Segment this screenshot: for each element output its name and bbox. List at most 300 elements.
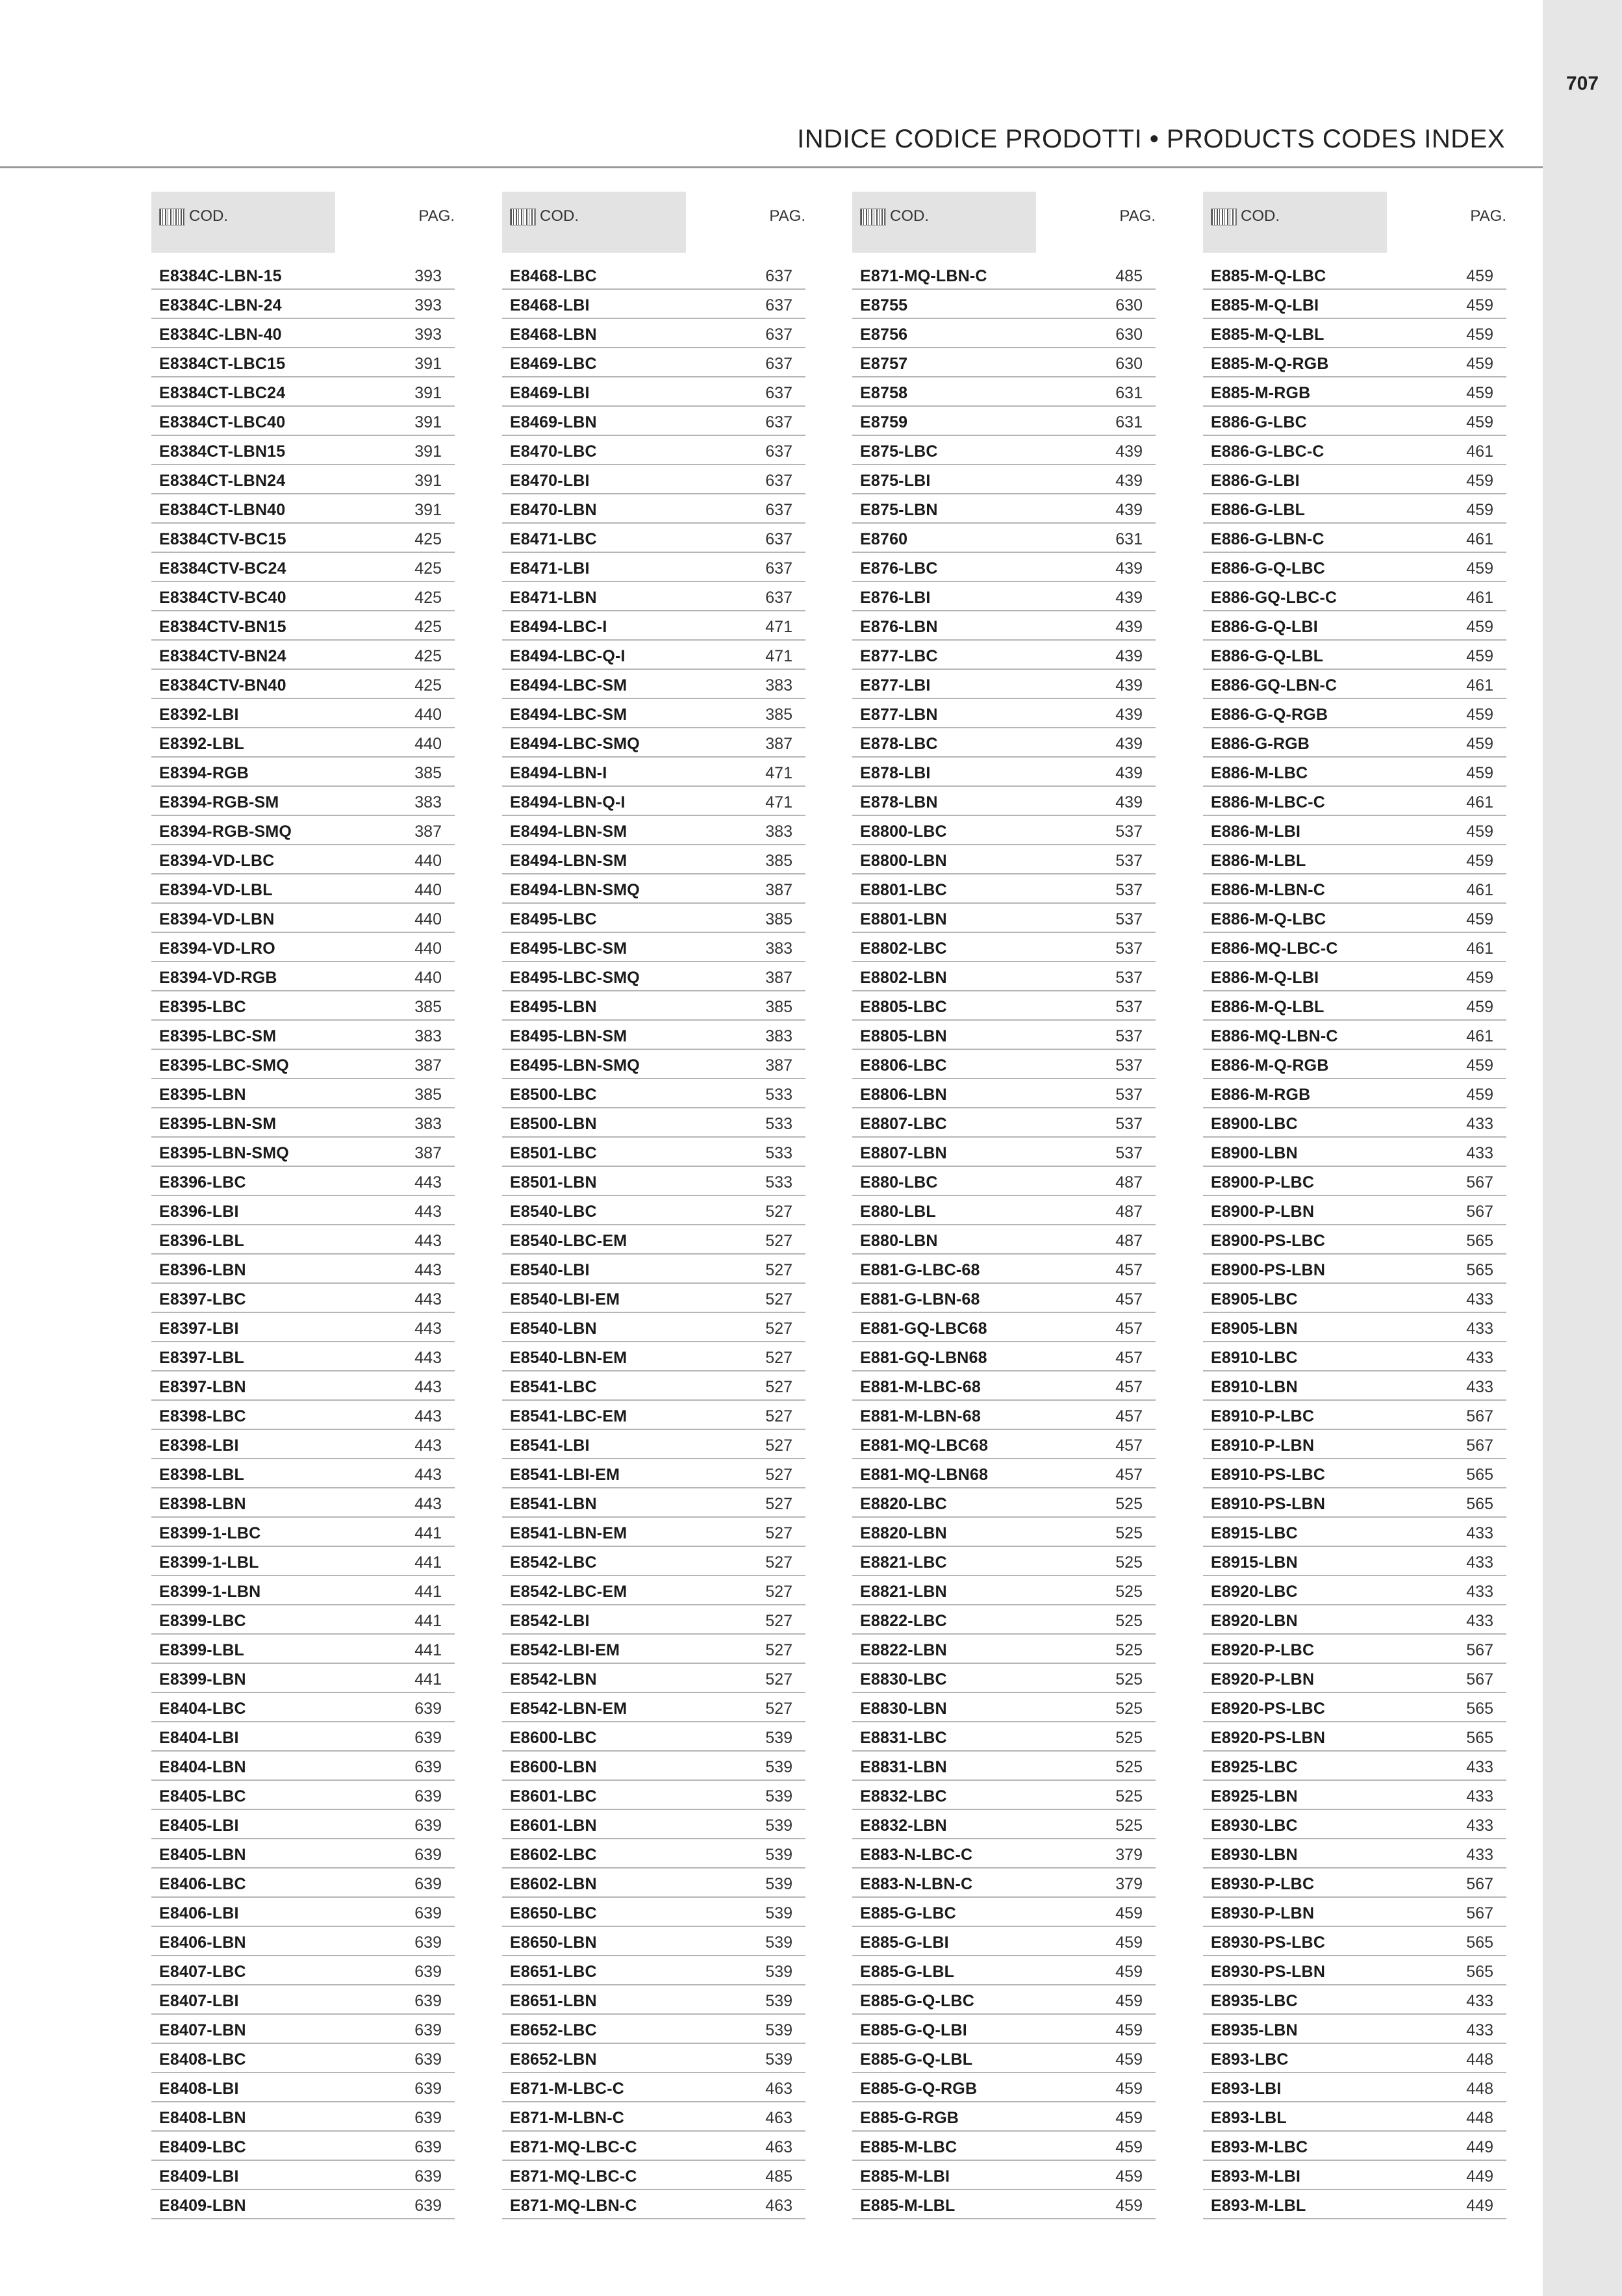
index-row xyxy=(1203,1021,1506,1050)
index-row xyxy=(151,377,455,407)
index-row xyxy=(1203,348,1506,377)
product-code: E893-LBL xyxy=(1211,2109,1287,2127)
index-row xyxy=(151,2044,455,2073)
product-code: E8650-LBN xyxy=(510,1933,597,1952)
product-code: E8542-LBI-EM xyxy=(510,1641,620,1659)
page-ref: 527 xyxy=(765,1553,792,1572)
product-code: E8495-LBC xyxy=(510,910,597,928)
index-row xyxy=(502,1255,805,1284)
page-ref: 537 xyxy=(1115,1115,1143,1133)
index-row xyxy=(852,1605,1156,1635)
product-code: E893-M-LBC xyxy=(1211,2138,1308,2156)
product-code: E8471-LBI xyxy=(510,559,590,578)
product-code: E8925-LBN xyxy=(1211,1787,1298,1805)
index-row xyxy=(1203,1371,1506,1401)
page-ref: 459 xyxy=(1466,764,1493,782)
index-row xyxy=(502,816,805,845)
index-row xyxy=(151,845,455,874)
page-ref: 637 xyxy=(765,325,792,344)
product-code: E871-M-LBC-C xyxy=(510,2080,625,2098)
product-code: E8394-VD-RGB xyxy=(159,969,277,987)
product-code: E886-G-LBC xyxy=(1211,413,1307,431)
page-ref: 443 xyxy=(414,1466,442,1484)
index-row xyxy=(151,1985,455,2015)
product-code: E8406-LBN xyxy=(159,1933,246,1952)
page-ref: 525 xyxy=(1115,1700,1143,1718)
page-ref: 459 xyxy=(1466,647,1493,665)
index-row xyxy=(1203,1956,1506,1985)
page-ref: 459 xyxy=(1466,267,1493,285)
index-row xyxy=(852,1255,1156,1284)
page-ref: 448 xyxy=(1466,2109,1493,2127)
code-header-label: COD. xyxy=(540,207,579,225)
barcode-icon xyxy=(1211,209,1237,225)
product-code: E8755 xyxy=(860,296,908,314)
index-row xyxy=(852,553,1156,582)
product-code: E8384CTV-BN24 xyxy=(159,647,286,665)
index-row xyxy=(502,1459,805,1488)
index-row xyxy=(502,1342,805,1371)
page-ref: 439 xyxy=(1115,589,1143,607)
page-ref: 383 xyxy=(765,939,792,958)
product-code: E8384CT-LBN24 xyxy=(159,472,286,490)
page-ref: 527 xyxy=(765,1670,792,1689)
index-row xyxy=(1203,1898,1506,1927)
page-ref: 525 xyxy=(1115,1524,1143,1542)
product-code: E876-LBC xyxy=(860,559,938,578)
page-ref: 441 xyxy=(414,1553,442,1572)
page-ref: 391 xyxy=(414,413,442,431)
page-ref: 539 xyxy=(765,1758,792,1776)
index-row xyxy=(852,904,1156,933)
page-ref: 387 xyxy=(414,823,442,841)
page-ref: 459 xyxy=(1466,559,1493,578)
product-code: E8910-P-LBC xyxy=(1211,1407,1315,1425)
code-header-label: COD. xyxy=(189,207,228,225)
product-code: E885-M-Q-LBL xyxy=(1211,325,1324,344)
product-code: E881-M-LBC-68 xyxy=(860,1378,981,1396)
product-code: E8900-P-LBC xyxy=(1211,1173,1315,1192)
product-code: E886-G-Q-LBC xyxy=(1211,559,1326,578)
page-ref: 525 xyxy=(1115,1787,1143,1805)
index-row xyxy=(852,2015,1156,2044)
product-code: E886-G-Q-RGB xyxy=(1211,706,1328,724)
index-row xyxy=(502,962,805,991)
page-ref: 457 xyxy=(1115,1320,1143,1338)
index-row xyxy=(1203,1839,1506,1869)
page-ref: 527 xyxy=(765,1290,792,1308)
index-row xyxy=(852,1810,1156,1839)
product-code: E8394-VD-LBN xyxy=(159,910,275,928)
index-row xyxy=(852,962,1156,991)
product-code: E8495-LBN-SM xyxy=(510,1027,627,1045)
product-code: E8396-LBI xyxy=(159,1203,239,1221)
page-ref: 433 xyxy=(1466,1320,1493,1338)
product-code: E8396-LBN xyxy=(159,1261,246,1279)
product-code: E8920-LBC xyxy=(1211,1583,1298,1601)
page-ref: 527 xyxy=(765,1524,792,1542)
product-code: E871-MQ-LBC-C xyxy=(510,2167,637,2186)
product-code: E8759 xyxy=(860,413,908,431)
page-ref: 383 xyxy=(414,1027,442,1045)
page-ref: 533 xyxy=(765,1173,792,1192)
page-ref: 525 xyxy=(1115,1495,1143,1513)
page-ref: 385 xyxy=(765,910,792,928)
index-row xyxy=(502,1401,805,1430)
product-code: E881-MQ-LBC68 xyxy=(860,1436,989,1455)
page-ref: 527 xyxy=(765,1612,792,1630)
index-row xyxy=(502,290,805,319)
product-code: E885-M-LBC xyxy=(860,2138,957,2156)
product-code: E8800-LBC xyxy=(860,823,947,841)
index-row xyxy=(1203,874,1506,904)
index-row xyxy=(502,991,805,1021)
index-row xyxy=(151,1898,455,1927)
page-ref: 383 xyxy=(765,823,792,841)
page-ref: 565 xyxy=(1466,1933,1493,1952)
product-code: E886-MQ-LBN-C xyxy=(1211,1027,1338,1045)
product-code: E8494-LBN-SM xyxy=(510,852,627,870)
product-code: E8930-P-LBN xyxy=(1211,1904,1315,1922)
product-code: E8392-LBL xyxy=(159,735,245,753)
product-code: E885-G-Q-LBC xyxy=(860,1992,975,2010)
index-row xyxy=(852,1839,1156,1869)
product-code: E8405-LBC xyxy=(159,1787,246,1805)
product-code: E8470-LBI xyxy=(510,472,590,490)
page-ref: 439 xyxy=(1115,706,1143,724)
page-ref: 433 xyxy=(1466,1846,1493,1864)
page-ref: 459 xyxy=(1466,296,1493,314)
index-row xyxy=(852,758,1156,787)
index-row xyxy=(502,1869,805,1898)
page-ref: 639 xyxy=(414,2021,442,2039)
page-ref: 433 xyxy=(1466,1553,1493,1572)
page-ref: 443 xyxy=(414,1232,442,1250)
page-ref: 459 xyxy=(1115,1992,1143,2010)
page-ref: 457 xyxy=(1115,1261,1143,1279)
page-ref: 457 xyxy=(1115,1466,1143,1484)
product-code: E8396-LBL xyxy=(159,1232,245,1250)
product-code: E885-G-Q-LBL xyxy=(860,2050,973,2069)
index-row xyxy=(1203,1664,1506,1693)
page-ref: 425 xyxy=(414,676,442,695)
index-row xyxy=(852,1869,1156,1898)
index-row xyxy=(1203,670,1506,699)
product-code: E8409-LBI xyxy=(159,2167,239,2186)
index-row xyxy=(1203,1869,1506,1898)
product-code: E8757 xyxy=(860,355,908,373)
index-row xyxy=(151,1313,455,1342)
index-row xyxy=(151,319,455,348)
page-ref: 459 xyxy=(1466,1056,1493,1075)
column-header xyxy=(151,192,455,253)
product-code: E8407-LBN xyxy=(159,2021,246,2039)
product-code: E8384CTV-BN15 xyxy=(159,618,286,636)
product-code: E8915-LBC xyxy=(1211,1524,1298,1542)
index-rows xyxy=(151,261,455,2219)
index-row xyxy=(502,553,805,582)
page-ref: 533 xyxy=(765,1086,792,1104)
product-code: E8652-LBN xyxy=(510,2050,597,2069)
index-row xyxy=(151,2015,455,2044)
code-header xyxy=(1211,207,1280,225)
index-row xyxy=(151,1752,455,1781)
index-row xyxy=(852,728,1156,758)
index-row xyxy=(852,1430,1156,1459)
product-code: E880-LBC xyxy=(860,1173,938,1192)
page-ref: 637 xyxy=(765,442,792,461)
product-code: E8540-LBI xyxy=(510,1261,590,1279)
product-code: E8395-LBC-SM xyxy=(159,1027,277,1045)
index-row xyxy=(502,1781,805,1810)
index-row xyxy=(151,1284,455,1313)
index-row xyxy=(502,1518,805,1547)
page-ref: 443 xyxy=(414,1290,442,1308)
product-code: E8384CTV-BC15 xyxy=(159,530,286,548)
product-code: E885-M-RGB xyxy=(1211,384,1311,402)
product-code: E886-G-Q-LBI xyxy=(1211,618,1318,636)
page-ref: 525 xyxy=(1115,1553,1143,1572)
page-ref: 459 xyxy=(1115,2138,1143,2156)
page-ref: 449 xyxy=(1466,2138,1493,2156)
page-ref: 525 xyxy=(1115,1817,1143,1835)
product-code: E8394-RGB xyxy=(159,764,249,782)
product-code: E881-G-LBN-68 xyxy=(860,1290,980,1308)
index-row xyxy=(1203,1752,1506,1781)
page-ref: 440 xyxy=(414,735,442,753)
product-code: E8910-LBN xyxy=(1211,1378,1298,1396)
index-row xyxy=(1203,1781,1506,1810)
index-row xyxy=(1203,1518,1506,1547)
index-row xyxy=(502,1752,805,1781)
product-code: E8409-LBC xyxy=(159,2138,246,2156)
product-code: E877-LBI xyxy=(860,676,931,695)
page-ref: 471 xyxy=(765,618,792,636)
page-header-label: PAG. xyxy=(418,207,455,225)
page-ref: 440 xyxy=(414,852,442,870)
index-row xyxy=(151,1401,455,1430)
page-ref: 639 xyxy=(414,1933,442,1952)
index-row xyxy=(151,1342,455,1371)
page-ref: 433 xyxy=(1466,1817,1493,1835)
page-ref: 439 xyxy=(1115,501,1143,519)
page-ref: 637 xyxy=(765,296,792,314)
product-code: E886-M-LBL xyxy=(1211,852,1306,870)
barcode-icon xyxy=(510,209,536,225)
page-ref: 461 xyxy=(1466,1027,1493,1045)
product-code: E8406-LBC xyxy=(159,1875,246,1893)
page-ref: 565 xyxy=(1466,1729,1493,1747)
page-ref: 537 xyxy=(1115,852,1143,870)
product-code: E883-N-LBC-C xyxy=(860,1846,973,1864)
product-code: E8407-LBI xyxy=(159,1992,239,2010)
product-code: E8900-LBC xyxy=(1211,1115,1298,1133)
page-ref: 441 xyxy=(414,1524,442,1542)
index-row xyxy=(852,1342,1156,1371)
page-ref: 449 xyxy=(1466,2197,1493,2215)
index-row xyxy=(502,436,805,465)
product-code: E885-G-LBL xyxy=(860,1963,955,1981)
index-row xyxy=(1203,1225,1506,1255)
page-ref: 443 xyxy=(414,1320,442,1338)
page-ref: 457 xyxy=(1115,1349,1143,1367)
page-ref: 391 xyxy=(414,501,442,519)
page-ref: 443 xyxy=(414,1349,442,1367)
index-row xyxy=(151,991,455,1021)
page-ref: 433 xyxy=(1466,1115,1493,1133)
index-row xyxy=(1203,991,1506,1021)
page-ref: 539 xyxy=(765,2021,792,2039)
index-row xyxy=(852,991,1156,1021)
index-row xyxy=(151,1430,455,1459)
index-row xyxy=(502,494,805,524)
index-row xyxy=(852,1518,1156,1547)
product-code: E8930-LBN xyxy=(1211,1846,1298,1864)
product-code: E878-LBI xyxy=(860,764,931,782)
index-row xyxy=(151,641,455,670)
index-row xyxy=(151,1956,455,1985)
page-ref: 433 xyxy=(1466,1787,1493,1805)
product-code: E8404-LBN xyxy=(159,1758,246,1776)
index-row xyxy=(852,1956,1156,1985)
page-ref: 433 xyxy=(1466,2021,1493,2039)
product-code: E8935-LBC xyxy=(1211,1992,1298,2010)
page-ref: 443 xyxy=(414,1436,442,1455)
index-row xyxy=(502,1079,805,1108)
page-ref: 433 xyxy=(1466,1992,1493,2010)
product-code: E886-M-LBC-C xyxy=(1211,793,1326,811)
index-row xyxy=(852,641,1156,670)
index-row xyxy=(852,1167,1156,1196)
page-title: INDICE CODICE PRODOTTI • PRODUCTS CODES INDEX xyxy=(797,125,1505,153)
page-ref: 443 xyxy=(414,1261,442,1279)
page-ref: 471 xyxy=(765,764,792,782)
page-ref: 537 xyxy=(1115,1056,1143,1075)
product-code: E8541-LBI-EM xyxy=(510,1466,620,1484)
page-ref: 387 xyxy=(414,1056,442,1075)
page-ref: 637 xyxy=(765,355,792,373)
product-code: E8900-PS-LBN xyxy=(1211,1261,1326,1279)
product-code: E871-MQ-LBN-C xyxy=(510,2197,637,2215)
page-ref: 537 xyxy=(1115,823,1143,841)
product-code: E878-LBC xyxy=(860,735,938,753)
page-ref: 425 xyxy=(414,647,442,665)
page-ref: 639 xyxy=(414,2080,442,2098)
page-ref: 485 xyxy=(765,2167,792,2186)
page-ref: 461 xyxy=(1466,530,1493,548)
page-ref: 439 xyxy=(1115,764,1143,782)
page-ref: 637 xyxy=(765,267,792,285)
index-row xyxy=(852,1138,1156,1167)
index-row xyxy=(1203,962,1506,991)
product-code: E8600-LBN xyxy=(510,1758,597,1776)
product-code: E885-M-Q-LBI xyxy=(1211,296,1319,314)
product-code: E8409-LBN xyxy=(159,2197,246,2215)
page-ref: 387 xyxy=(414,1144,442,1162)
page-number: 707 xyxy=(1565,73,1599,94)
product-code: E8801-LBN xyxy=(860,910,947,928)
product-code: E8802-LBN xyxy=(860,969,947,987)
page-ref: 630 xyxy=(1115,355,1143,373)
page-ref: 457 xyxy=(1115,1290,1143,1308)
product-code: E875-LBC xyxy=(860,442,938,461)
index-row xyxy=(151,465,455,494)
page-ref: 461 xyxy=(1466,676,1493,695)
product-code: E8920-P-LBN xyxy=(1211,1670,1315,1689)
product-code: E8398-LBI xyxy=(159,1436,239,1455)
page-ref: 487 xyxy=(1115,1173,1143,1192)
page-ref: 527 xyxy=(765,1349,792,1367)
page-ref: 459 xyxy=(1466,355,1493,373)
page-ref: 433 xyxy=(1466,1612,1493,1630)
index-row xyxy=(1203,261,1506,290)
product-code: E8820-LBC xyxy=(860,1495,947,1513)
product-code: E8396-LBC xyxy=(159,1173,246,1192)
page-ref: 537 xyxy=(1115,1144,1143,1162)
index-row xyxy=(151,1488,455,1518)
index-row xyxy=(1203,1050,1506,1079)
index-row xyxy=(151,1869,455,1898)
code-header xyxy=(510,207,579,225)
page-ref: 533 xyxy=(765,1144,792,1162)
index-column-1 xyxy=(151,192,455,2219)
index-row xyxy=(1203,2044,1506,2073)
product-code: E881-GQ-LBN68 xyxy=(860,1349,987,1367)
product-code: E880-LBL xyxy=(860,1203,936,1221)
index-row xyxy=(151,2161,455,2190)
product-code: E886-GQ-LBC-C xyxy=(1211,589,1337,607)
product-code: E886-MQ-LBC-C xyxy=(1211,939,1338,958)
page-ref: 383 xyxy=(765,1027,792,1045)
index-row xyxy=(151,1839,455,1869)
product-code: E8494-LBN-Q-I xyxy=(510,793,626,811)
product-code: E8406-LBI xyxy=(159,1904,239,1922)
product-code: E893-M-LBI xyxy=(1211,2167,1301,2186)
index-row xyxy=(1203,1313,1506,1342)
product-code: E8805-LBC xyxy=(860,998,947,1016)
page-ref: 637 xyxy=(765,384,792,402)
page-ref: 459 xyxy=(1115,2050,1143,2069)
page-ref: 459 xyxy=(1466,618,1493,636)
page-ref: 457 xyxy=(1115,1407,1143,1425)
index-row xyxy=(1203,1255,1506,1284)
product-code: E881-G-LBC-68 xyxy=(860,1261,980,1279)
index-row xyxy=(151,699,455,728)
index-row xyxy=(1203,465,1506,494)
index-row xyxy=(502,348,805,377)
page-ref: 539 xyxy=(765,1787,792,1805)
page-ref: 639 xyxy=(414,1817,442,1835)
index-row xyxy=(1203,1430,1506,1459)
product-code: E8900-P-LBN xyxy=(1211,1203,1315,1221)
index-row xyxy=(502,1605,805,1635)
column-header xyxy=(852,192,1156,253)
product-code: E8395-LBC xyxy=(159,998,246,1016)
page-ref: 379 xyxy=(1115,1846,1143,1864)
index-row xyxy=(151,1927,455,1956)
index-row xyxy=(852,1313,1156,1342)
product-code: E8405-LBN xyxy=(159,1846,246,1864)
page-ref: 567 xyxy=(1466,1875,1493,1893)
index-row xyxy=(151,816,455,845)
product-code: E8910-P-LBN xyxy=(1211,1436,1315,1455)
index-row xyxy=(502,2190,805,2219)
page-ref: 637 xyxy=(765,530,792,548)
product-code: E8920-LBN xyxy=(1211,1612,1298,1630)
index-row xyxy=(852,2073,1156,2102)
product-code: E8392-LBI xyxy=(159,706,239,724)
product-code: E8407-LBC xyxy=(159,1963,246,1981)
